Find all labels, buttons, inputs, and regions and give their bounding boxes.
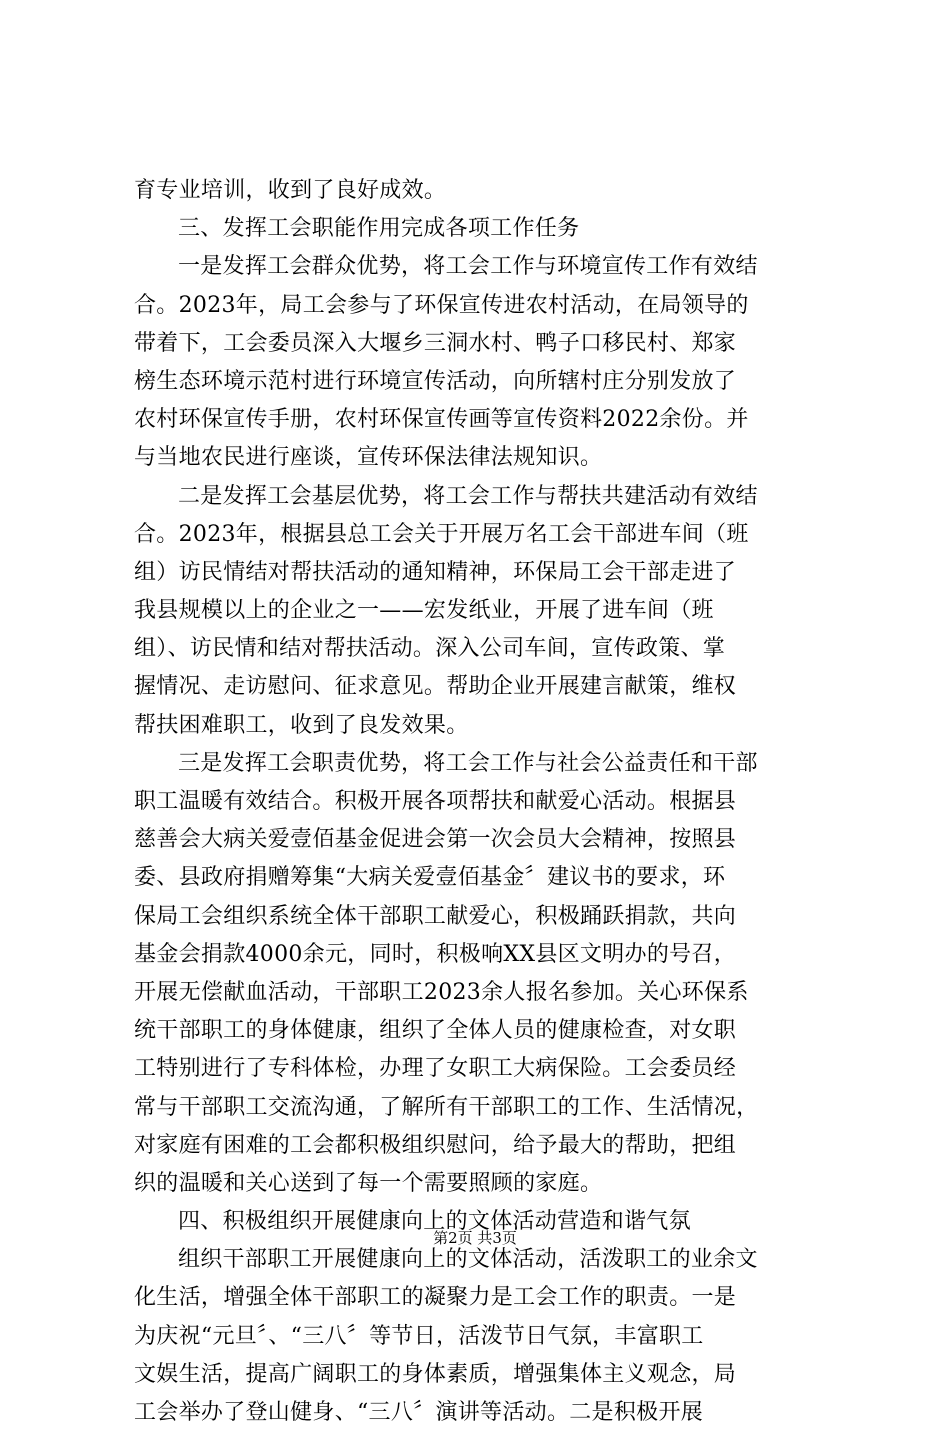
- text-line: 基金会捐款4000余元，同时，积极响XX县区文明办的号召，: [134, 941, 737, 967]
- text-line: 工特别进行了专科体检，办理了女职工大病保险。工会委员经: [134, 1056, 737, 1082]
- text-line: 三是发挥工会职责优势，将工会工作与社会公益责任和干部: [178, 750, 758, 776]
- text-line: 与当地农民进行座谈，宣传环保法律法规知识。: [134, 445, 603, 471]
- text-line: 为庆祝“元旦〞、“三八〞等节日，活泼节日气氛，丰富职工: [134, 1323, 704, 1349]
- text-line: 帮扶困难职工，收到了良发效果。: [134, 712, 469, 738]
- text-line: 育专业培训，收到了良好成效。: [134, 178, 447, 203]
- text-line: 保局工会组织系统全体干部职工献爱心，积极踊跃捐款，共向: [134, 903, 737, 929]
- text-line: 握情况、走访慰问、征求意见。帮助企业开展建言献策，维权: [134, 674, 737, 700]
- text-line: 我县规模以上的企业之一——宏发纸业，开展了进车间（班: [134, 598, 714, 624]
- text-line: 组织干部职工开展健康向上的文体活动，活泼职工的业余文: [178, 1247, 758, 1273]
- text-line: 织的温暖和关心送到了每一个需要照顾的家庭。: [134, 1170, 603, 1196]
- text-line: 委、县政府捐赠筹集“大病关爱壹佰基金〞建议书的要求，环: [134, 865, 726, 891]
- text-line: 化生活，增强全体干部职工的凝聚力是工会工作的职责。一是: [134, 1285, 737, 1311]
- text-line: 组）、访民情和结对帮扶活动。深入公司车间，宣传政策、掌: [134, 636, 726, 662]
- text-line: 统干部职工的身体健康，组织了全体人员的健康检查，对女职: [134, 1018, 737, 1044]
- text-line: 文娱生活，提高广阔职工的身体素质，增强集体主义观念，局: [134, 1361, 737, 1387]
- text-line: 合。2023年，根据县总工会关于开展万名工会干部进车间（班: [134, 521, 749, 547]
- text-line: 组）访民情结对帮扶活动的通知精神，环保局工会干部走进了: [134, 559, 737, 585]
- text-line: 职工温暖有效结合。积极开展各项帮扶和献爱心活动。根据县: [134, 789, 737, 814]
- text-line: 带着下，工会委员深入大堰乡三洞水村、鸭子口移民村、郑家: [134, 330, 737, 356]
- text-line: 合。2023年，局工会参与了环保宣传进农村活动，在局领导的: [134, 292, 749, 318]
- text-line: 开展无偿献血活动，干部职工2023余人报名参加。关心环保系: [134, 979, 749, 1005]
- text-line: 工会举办了登山健身、“三八〞演讲等活动。二是积极开展: [134, 1400, 704, 1425]
- text-line: 一是发挥工会群众优势，将工会工作与环境宣传工作有效结: [178, 254, 758, 280]
- text-line: 对家庭有困难的工会都积极组织慰问，给予最大的帮助，把组: [134, 1132, 737, 1158]
- page-footer: 第2页 共3页: [433, 1229, 517, 1247]
- text-line: 榜生态环境示范村进行环境宣传活动，向所辖村庄分别发放了: [134, 368, 737, 394]
- text-line: 四、积极组织开展健康向上的文体活动营造和谐气氛: [178, 1209, 691, 1235]
- text-line: 三、发挥工会职能作用完成各项工作任务: [178, 216, 580, 242]
- text-line: 二是发挥工会基层优势，将工会工作与帮扶共建活动有效结: [178, 483, 758, 509]
- text-line: 常与干部职工交流沟通，了解所有干部职工的工作、生活情况，: [134, 1094, 759, 1120]
- text-line: 农村环保宣传手册，农村环保宣传画等宣传资料2022余份。并: [134, 407, 749, 433]
- text-line: 慈善会大病关爱壹佰基金促进会第一次会员大会精神，按照县: [134, 827, 737, 853]
